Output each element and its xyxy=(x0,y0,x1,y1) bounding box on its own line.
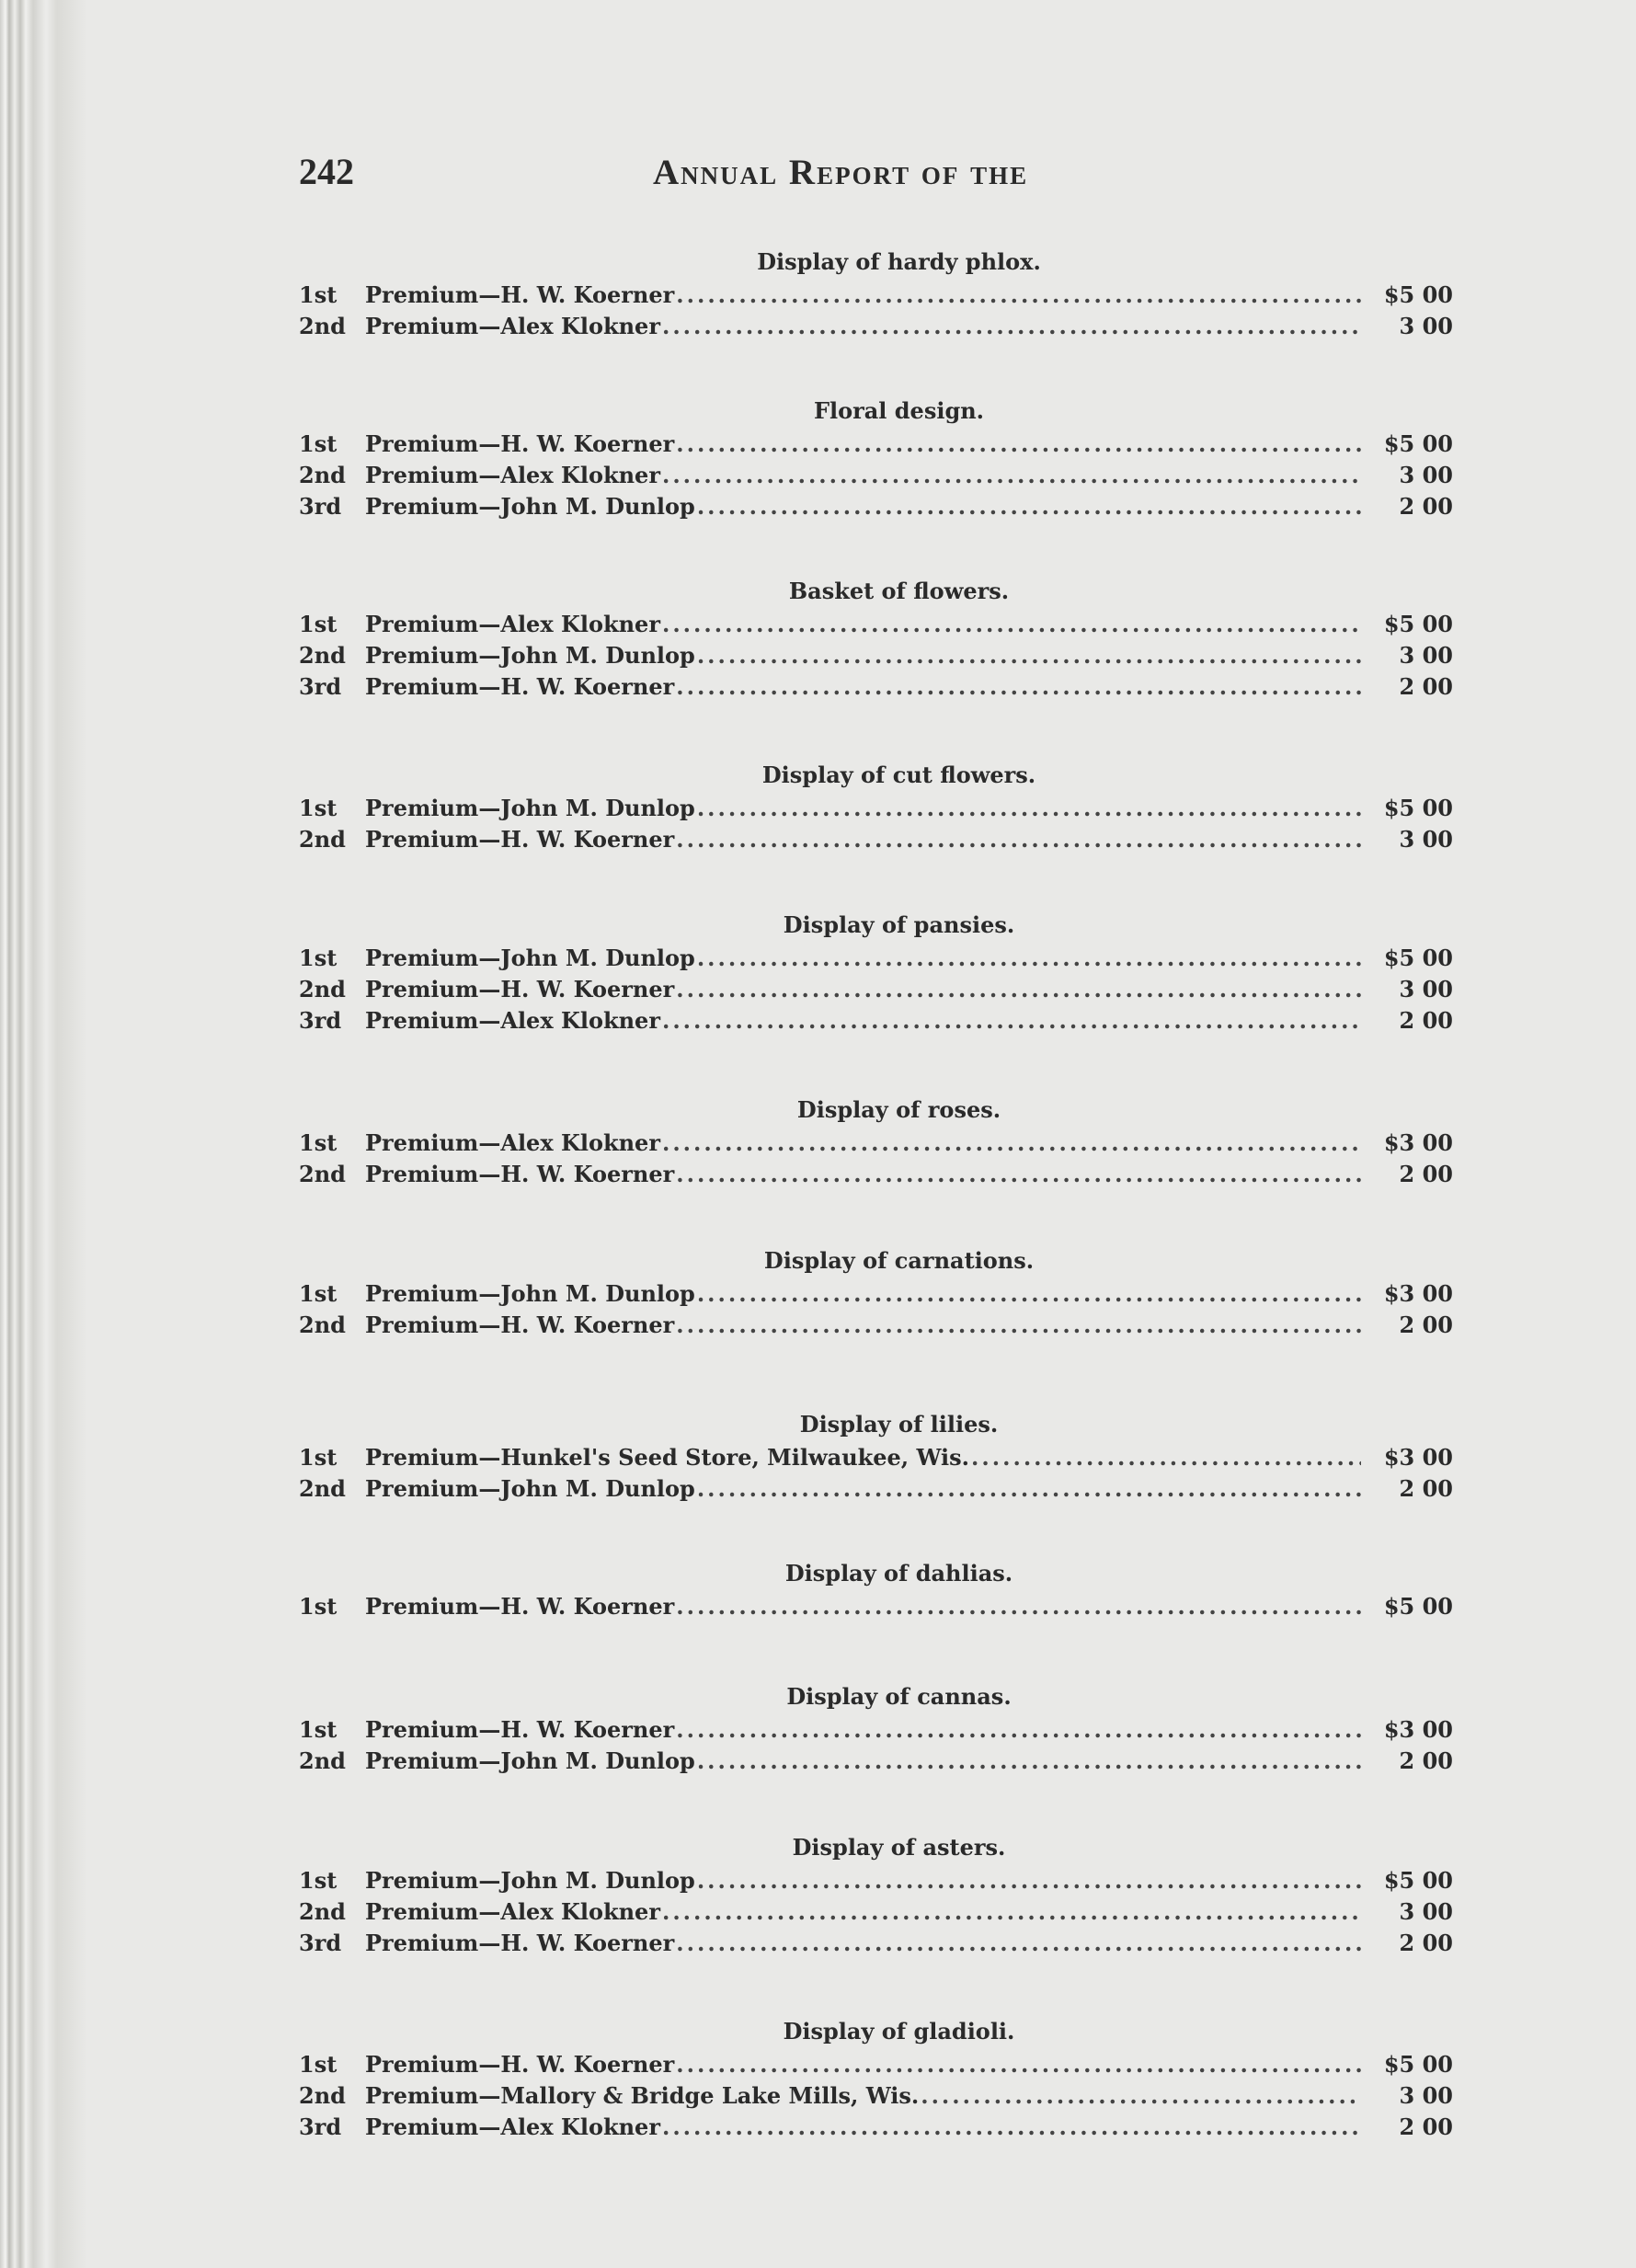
award-amount: 3 00 xyxy=(1399,642,1453,669)
rank: 3rd xyxy=(299,2113,342,2140)
award-entry: Premium—H. W. Koerner xyxy=(365,430,675,457)
award-entry: Premium—Hunkel's Seed Store, Milwaukee, Wis. xyxy=(365,1444,970,1471)
dot-leader xyxy=(676,1159,1361,1190)
award-amount: $3 00 xyxy=(1383,1129,1453,1156)
section-title: Display of asters. xyxy=(792,1834,1006,1861)
award-section xyxy=(299,1679,1453,1777)
rank: 1st xyxy=(299,1716,337,1743)
award-entry: Premium—H. W. Koerner xyxy=(365,1593,675,1620)
dot-leader xyxy=(697,1746,1361,1777)
award-amount: 2 00 xyxy=(1399,2113,1453,2140)
award-amount: $5 00 xyxy=(1383,1593,1453,1620)
award-entry: Premium—John M. Dunlop xyxy=(365,493,695,520)
dot-leader xyxy=(676,824,1361,855)
dot-leader xyxy=(697,1473,1361,1505)
rank: 1st xyxy=(299,795,337,821)
dot-leader xyxy=(662,2112,1361,2143)
award-row xyxy=(299,943,1453,974)
award-row xyxy=(299,1159,1453,1190)
award-row xyxy=(299,824,1453,855)
award-amount: $5 00 xyxy=(1383,1867,1453,1894)
award-row xyxy=(299,2080,1453,2112)
dot-leader xyxy=(662,1896,1361,1928)
rank: 1st xyxy=(299,1593,337,1620)
section-title: Display of lilies. xyxy=(799,1411,999,1438)
section-title: Display of dahlias. xyxy=(784,1560,1013,1586)
dot-leader xyxy=(697,640,1361,671)
section-title: Display of cannas. xyxy=(786,1683,1012,1710)
dot-leader xyxy=(676,671,1361,703)
award-section xyxy=(299,245,1453,342)
dot-leader xyxy=(697,943,1361,974)
rank: 1st xyxy=(299,430,337,457)
award-row xyxy=(299,793,1453,824)
award-amount: 2 00 xyxy=(1399,493,1453,520)
award-entry: Premium—John M. Dunlop xyxy=(365,1867,695,1894)
award-amount: 2 00 xyxy=(1399,1161,1453,1187)
award-row xyxy=(299,280,1453,311)
award-entry: Premium—Alex Klokner xyxy=(365,611,660,637)
award-row xyxy=(299,311,1453,342)
award-entry: Premium—Alex Klokner xyxy=(365,1898,660,1925)
award-entry: Premium—H. W. Koerner xyxy=(365,281,675,308)
award-entry: Premium—John M. Dunlop xyxy=(365,945,695,971)
award-entry: Premium—H. W. Koerner xyxy=(365,976,675,1002)
page-number: 242 xyxy=(299,151,354,192)
award-amount: 2 00 xyxy=(1399,1475,1453,1502)
award-amount: $3 00 xyxy=(1383,1280,1453,1307)
award-section xyxy=(299,1830,1453,1959)
award-row xyxy=(299,974,1453,1005)
rank: 2nd xyxy=(299,462,346,488)
award-amount: 3 00 xyxy=(1399,1898,1453,1925)
rank: 1st xyxy=(299,1867,337,1894)
award-entry: Premium—Alex Klokner xyxy=(365,2113,660,2140)
section-title: Display of carnations. xyxy=(763,1247,1035,1274)
award-section xyxy=(299,2014,1453,2143)
award-amount: $5 00 xyxy=(1383,945,1453,971)
section-title: Basket of flowers. xyxy=(788,578,1010,604)
award-row xyxy=(299,1714,1453,1746)
award-entry: Premium—H. W. Koerner xyxy=(365,673,675,700)
rank: 1st xyxy=(299,611,337,637)
award-entry: Premium—H. W. Koerner xyxy=(365,826,675,853)
award-section xyxy=(299,908,1453,1037)
dot-leader xyxy=(971,1442,1361,1473)
rank: 1st xyxy=(299,1280,337,1307)
rank: 2nd xyxy=(299,1161,346,1187)
award-row xyxy=(299,2112,1453,2143)
award-entry: Premium—H. W. Koerner xyxy=(365,1161,675,1187)
award-section xyxy=(299,1556,1453,1622)
award-row xyxy=(299,1896,1453,1928)
award-row xyxy=(299,429,1453,460)
rank: 3rd xyxy=(299,493,342,520)
award-amount: 3 00 xyxy=(1399,462,1453,488)
rank: 3rd xyxy=(299,1930,342,1956)
award-section xyxy=(299,758,1453,855)
award-section xyxy=(299,1243,1453,1341)
section-title: Floral design. xyxy=(813,397,985,424)
award-entry: Premium—H. W. Koerner xyxy=(365,1930,675,1956)
award-amount: 2 00 xyxy=(1399,1007,1453,1034)
section-title: Display of cut flowers. xyxy=(761,762,1036,788)
dot-leader xyxy=(662,609,1361,640)
dot-leader xyxy=(676,974,1361,1005)
dot-leader xyxy=(697,1865,1361,1896)
award-amount: 2 00 xyxy=(1399,673,1453,700)
award-row xyxy=(299,1473,1453,1505)
dot-leader xyxy=(676,1310,1361,1341)
award-row xyxy=(299,1865,1453,1896)
rank: 2nd xyxy=(299,976,346,1002)
award-section xyxy=(299,574,1453,703)
rank: 2nd xyxy=(299,2082,346,2109)
dot-leader xyxy=(676,2049,1361,2080)
award-row xyxy=(299,1442,1453,1473)
dot-leader xyxy=(697,793,1361,824)
award-entry: Premium—H. W. Koerner xyxy=(365,1312,675,1338)
award-amount: $5 00 xyxy=(1383,430,1453,457)
dot-leader xyxy=(676,1928,1361,1959)
rank: 2nd xyxy=(299,1312,346,1338)
award-amount: $3 00 xyxy=(1383,1444,1453,1471)
dot-leader xyxy=(676,1714,1361,1746)
dot-leader xyxy=(676,1591,1361,1622)
award-section xyxy=(299,394,1453,522)
award-row xyxy=(299,609,1453,640)
award-amount: 3 00 xyxy=(1399,826,1453,853)
award-row xyxy=(299,1746,1453,1777)
award-section xyxy=(299,1407,1453,1505)
award-amount: 2 00 xyxy=(1399,1930,1453,1956)
award-entry: Premium—H. W. Koerner xyxy=(365,1716,675,1743)
award-amount: $5 00 xyxy=(1383,2051,1453,2078)
rank: 3rd xyxy=(299,673,342,700)
rank: 1st xyxy=(299,1129,337,1156)
award-entry: Premium—John M. Dunlop xyxy=(365,1475,695,1502)
rank: 2nd xyxy=(299,1747,346,1774)
section-title: Display of hardy phlox. xyxy=(757,248,1041,275)
dot-leader xyxy=(676,280,1361,311)
rank: 1st xyxy=(299,2051,337,2078)
book-binding-edge xyxy=(0,0,87,2268)
award-entry: Premium—Alex Klokner xyxy=(365,313,660,339)
dot-leader xyxy=(697,491,1361,522)
dot-leader xyxy=(697,1278,1361,1310)
rank: 3rd xyxy=(299,1007,342,1034)
award-amount: $5 00 xyxy=(1383,281,1453,308)
rank: 2nd xyxy=(299,1898,346,1925)
dot-leader xyxy=(676,429,1361,460)
award-entry: Premium—H. W. Koerner xyxy=(365,2051,675,2078)
award-entry: Premium—John M. Dunlop xyxy=(365,1747,695,1774)
rank: 2nd xyxy=(299,1475,346,1502)
dot-leader xyxy=(662,311,1361,342)
rank: 1st xyxy=(299,1444,337,1471)
dot-leader xyxy=(662,1128,1361,1159)
award-entry: Premium—John M. Dunlop xyxy=(365,795,695,821)
award-row xyxy=(299,1005,1453,1037)
award-amount: 3 00 xyxy=(1399,976,1453,1002)
award-entry: Premium—Alex Klokner xyxy=(365,1129,660,1156)
rank: 1st xyxy=(299,281,337,308)
award-amount: $3 00 xyxy=(1383,1716,1453,1743)
rank: 2nd xyxy=(299,313,346,339)
award-row xyxy=(299,1928,1453,1959)
award-amount: 3 00 xyxy=(1399,2082,1453,2109)
award-row xyxy=(299,460,1453,491)
award-row xyxy=(299,1278,1453,1310)
award-row xyxy=(299,1591,1453,1622)
award-entry: Premium—John M. Dunlop xyxy=(365,1280,695,1307)
rank: 2nd xyxy=(299,826,346,853)
section-title: Display of pansies. xyxy=(783,911,1015,938)
award-row xyxy=(299,2049,1453,2080)
award-section xyxy=(299,1093,1453,1190)
award-row xyxy=(299,1310,1453,1341)
page-header xyxy=(299,150,1458,205)
award-row xyxy=(299,671,1453,703)
section-title: Display of gladioli. xyxy=(783,2018,1015,2045)
award-amount: $5 00 xyxy=(1383,611,1453,637)
award-row xyxy=(299,491,1453,522)
dot-leader xyxy=(662,1005,1361,1037)
award-amount: $5 00 xyxy=(1383,795,1453,821)
award-row xyxy=(299,640,1453,671)
award-row xyxy=(299,1128,1453,1159)
rank: 1st xyxy=(299,945,337,971)
award-entry: Premium—Mallory & Bridge Lake Mills, Wis. xyxy=(365,2082,920,2109)
award-amount: 3 00 xyxy=(1399,313,1453,339)
award-entry: Premium—Alex Klokner xyxy=(365,1007,660,1034)
running-title: Annual Report of the xyxy=(653,153,1029,192)
dot-leader xyxy=(921,2080,1361,2112)
award-amount: 2 00 xyxy=(1399,1747,1453,1774)
rank: 2nd xyxy=(299,642,346,669)
section-title: Display of roses. xyxy=(796,1096,1001,1123)
award-amount: 2 00 xyxy=(1399,1312,1453,1338)
dot-leader xyxy=(662,460,1361,491)
award-entry: Premium—Alex Klokner xyxy=(365,462,660,488)
award-entry: Premium—John M. Dunlop xyxy=(365,642,695,669)
